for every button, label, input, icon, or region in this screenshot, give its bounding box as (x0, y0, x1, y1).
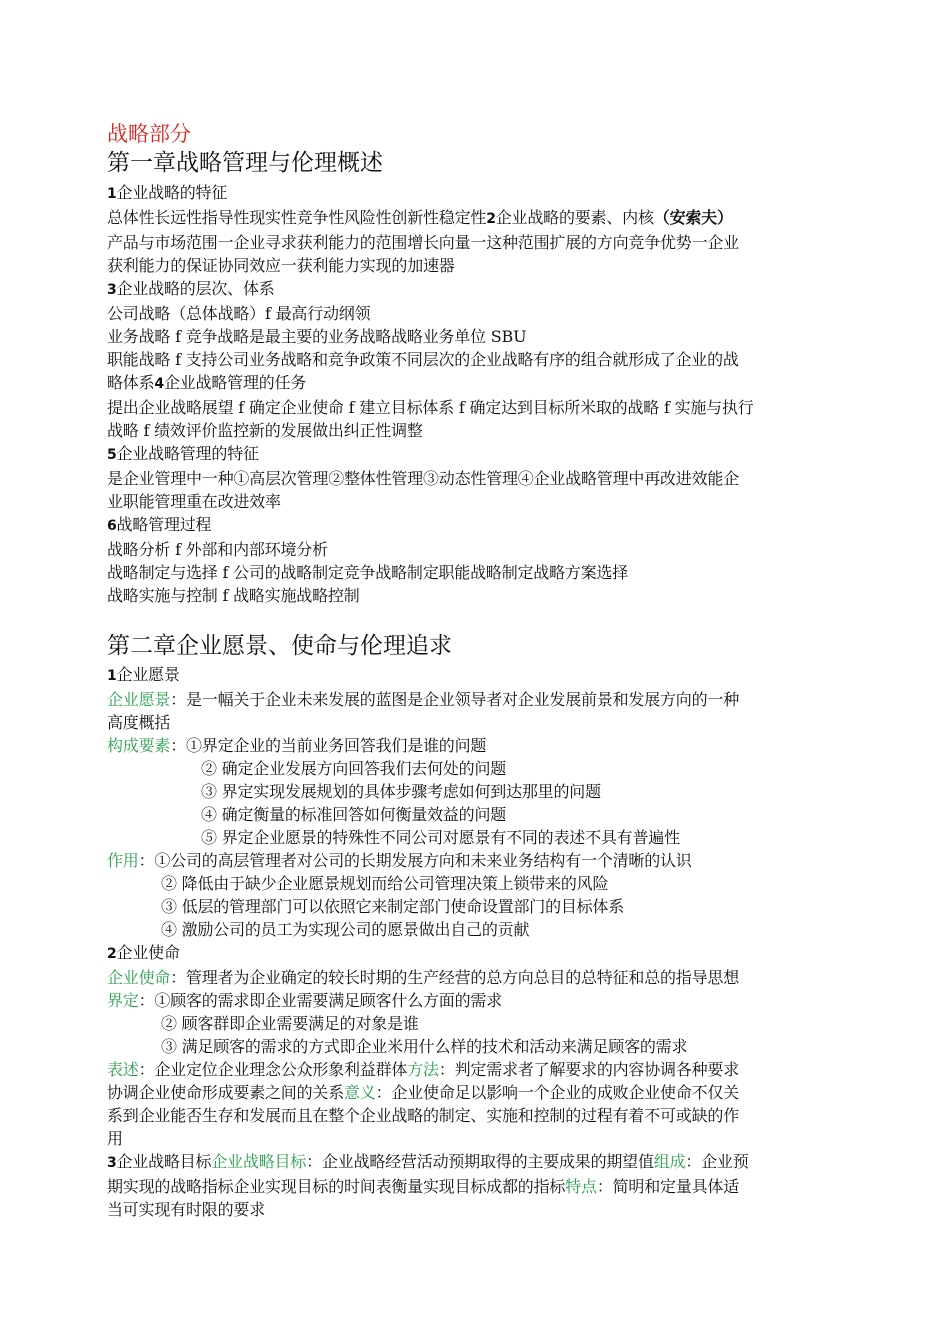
paragraph-line: 高度概括 (107, 713, 171, 732)
term-label: 构成要素 (107, 736, 171, 755)
paragraph-line: 企业使命：管理者为企业确定的较长时期的生产经营的总方向总目的总特征和总的指导思想 (107, 968, 740, 987)
list-item: 界定：①顾客的需求即企业需要满足顾客什么方面的需求 (107, 991, 503, 1010)
paragraph-line: 表述：企业定位企业理念公众形象利益群体方法：判定需求者了解要求的内容协调各种要求 (107, 1060, 740, 1079)
list-item: ② 降低由于缺少企业愿景规划而给公司管理决策上锁带来的风险 (161, 874, 609, 893)
paragraph-line: 总体性长远性指导性现实性竞争性风险性创新性稳定性2企业战略的要素、内核（安索夫） (107, 208, 733, 227)
term-label: 组成 (653, 1152, 686, 1171)
paragraph-line: 职能战略 f 支持公司业务战略和竞争政策不同层次的企业战略有序的组合就形成了企业的战 (107, 350, 739, 369)
term-label: 特点 (565, 1177, 597, 1196)
list-item: ④ 激励公司的员工为实现公司的愿景做出自己的贡献 (161, 920, 530, 939)
heading-1: 1企业战略的特征 (107, 183, 228, 202)
paragraph-line: 战略实施与控制 f 战略实施战略控制 (107, 586, 360, 605)
list-item: 构成要素：①界定企业的当前业务回答我们是谁的问题 (107, 736, 487, 755)
paragraph-line: 获利能力的保证协同效应一获利能力实现的加速器 (107, 256, 455, 275)
term-label: 作用 (107, 851, 139, 870)
paragraph-line: 业务战略 f 竞争战略是最主要的业务战略战略业务单位 SBU (107, 327, 527, 346)
heading-6: 6战略管理过程 (107, 515, 212, 534)
subheading-vision: 1企业愿景 (107, 665, 180, 684)
paragraph-line: 战略 f 绩效评价监控新的发展做出纠正性调整 (107, 421, 423, 440)
section-title: 战略部分 (107, 122, 191, 146)
paragraph-line: 企业愿景：是一幅关于企业未来发展的蓝图是企业领导者对企业发展前景和发展方向的一种 (107, 690, 740, 709)
term-label: 意义 (344, 1083, 376, 1102)
paragraph-line: 协调企业使命形成要素之间的关系意义：企业使命足以影响一个企业的成败企业使命不仅关 (107, 1083, 740, 1102)
term-label: 企业使命 (107, 968, 171, 987)
list-item: ② 顾客群即企业需要满足的对象是谁 (161, 1014, 419, 1033)
paragraph-line: 提出企业战略展望 f 确定企业使命 f 建立目标体系 f 确定达到目标所米取的战略 f 实施与执行 (107, 398, 754, 417)
heading-3: 3企业战略的层次、体系 (107, 279, 275, 298)
paragraph-line: 3企业战略目标企业战略目标：企业战略经营活动预期取得的主要成果的期望值组成：企业预 (107, 1152, 749, 1171)
paragraph-line: 公司战略（总体战略）f 最高行动纲领 (107, 304, 371, 323)
term-label: 方法 (407, 1060, 439, 1079)
paragraph-line: 战略分析 f 外部和内部环境分析 (107, 540, 328, 559)
paragraph-line: 当可实现有时限的要求 (107, 1200, 266, 1219)
list-item: ② 确定企业发展方向回答我们去何处的问题 (201, 759, 507, 778)
paragraph-line: 系到企业能否生存和发展而且在整个企业战略的制定、实施和控制的过程有着不可或缺的作 (107, 1106, 740, 1125)
list-item: 作用：①公司的高层管理者对公司的长期发展方向和未来业务结构有一个清晰的认识 (107, 851, 692, 870)
paragraph-line: 是企业管理中一种①高层次管理②整体性管理③动态性管理④企业战略管理中再改进效能企 (107, 469, 740, 488)
paragraph-line: 用 (107, 1129, 123, 1148)
paragraph-line: 略体系4企业战略管理的任务 (107, 373, 307, 392)
chapter-2-title: 第二章企业愿景、使命与伦理追求 (107, 633, 452, 659)
list-item: ③ 界定实现发展规划的具体步骤考虑如何到达那里的问题 (201, 782, 601, 801)
term-label: 企业战略目标 (211, 1152, 307, 1171)
list-item: ④ 确定衡量的标准回答如何衡量效益的问题 (201, 805, 507, 824)
chapter-1-title: 第一章战略管理与伦理概述 (107, 150, 383, 176)
heading-5: 5企业战略管理的特征 (107, 444, 259, 463)
list-item: ③ 低层的管理部门可以依照它来制定部门使命设置部门的目标体系 (161, 897, 625, 916)
list-item: ③ 满足顾客的需求的方式即企业米用什么样的技术和活动来满足顾客的需求 (161, 1037, 688, 1056)
subheading-mission: 2企业使命 (107, 943, 180, 962)
paragraph-line: 战略制定与选择 f 公司的战略制定竞争战略制定职能战略制定战略方案选择 (107, 563, 629, 582)
term-label: 界定 (107, 991, 139, 1010)
paragraph-line: 期实现的战略指标企业实现目标的时间表衡量实现目标成都的指标特点：简明和定量具体适 (107, 1177, 740, 1196)
term-label: 企业愿景 (107, 690, 171, 709)
list-item: ⑤ 界定企业愿景的特殊性不同公司对愿景有不同的表述不具有普遍性 (201, 828, 680, 847)
document-content (107, 120, 842, 1221)
paragraph-line: 产品与市场范围一企业寻求获利能力的范围增长向量一这种范围扩展的方向竞争优势一企业 (107, 233, 740, 252)
term-label: 表述 (107, 1060, 139, 1079)
paragraph-line: 业职能管理重在改进效率 (107, 492, 281, 511)
